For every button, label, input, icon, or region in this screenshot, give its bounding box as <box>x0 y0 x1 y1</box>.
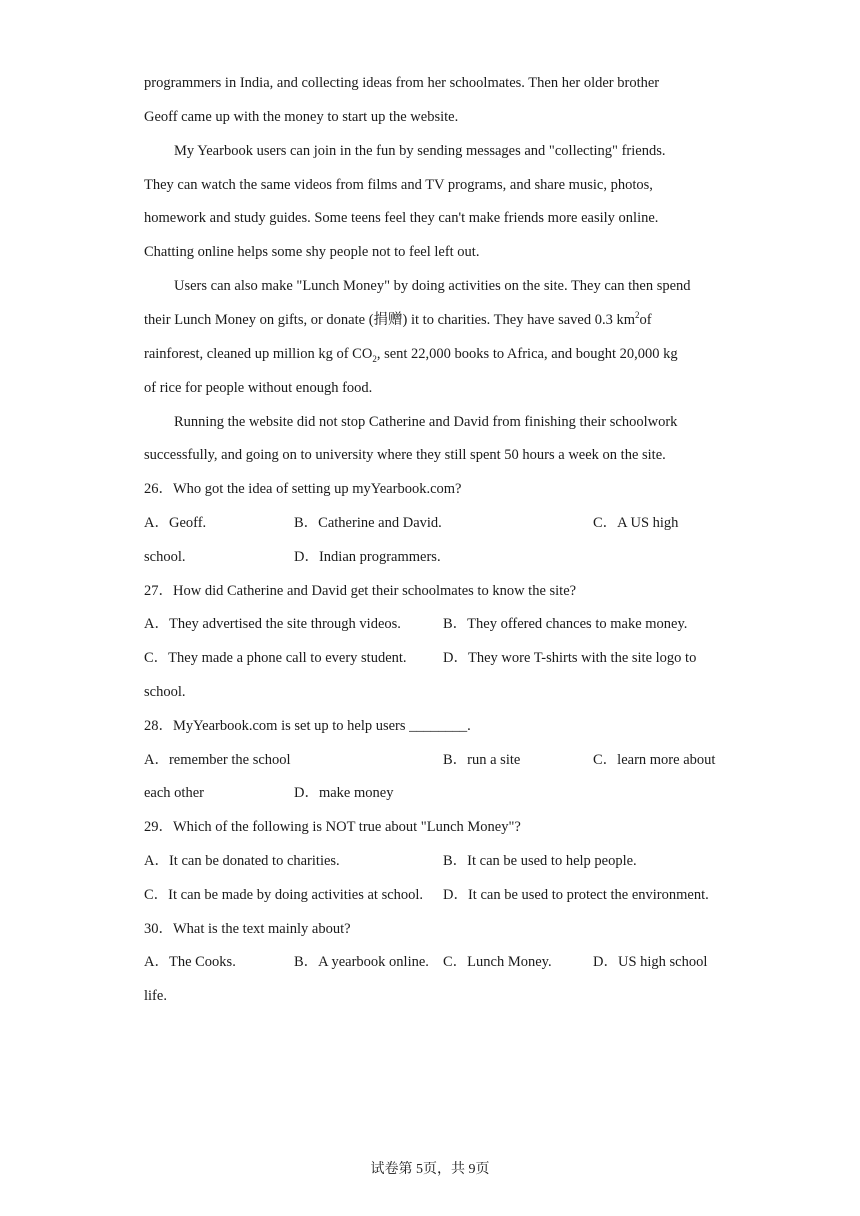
passage-line: homework and study guides. Some teens feel they can't make friends more easily online. <box>144 210 659 226</box>
option-c: C．Lunch Money. <box>443 954 552 970</box>
option-b: B．run a site <box>443 752 521 768</box>
option-a: A．The Cooks. <box>144 954 236 970</box>
option-b: B．A yearbook online. <box>294 954 429 970</box>
passage-line: Chatting online helps some shy people not to feel left out. <box>144 244 480 260</box>
option-d: D．Indian programmers. <box>294 549 441 565</box>
option-d: D．make money <box>294 785 394 801</box>
passage-line: programmers in India, and collecting ideas from her schoolmates. Then her older brother <box>144 75 660 91</box>
option-d-continued: school. <box>144 684 186 700</box>
option-d-continued: life. <box>144 988 167 1004</box>
passage-text: rainforest, cleaned up million kg of CO <box>144 346 373 362</box>
question-stem: 28．MyYearbook.com is set up to help users ________. <box>144 718 471 734</box>
passage-line: Geoff came up with the money to start up the website. <box>144 109 459 125</box>
option-b: B．It can be used to help people. <box>443 853 637 869</box>
subscript: 2 <box>372 353 377 364</box>
option-b: B．They offered chances to make money. <box>443 616 688 632</box>
question-stem: 26．Who got the idea of setting up myYearbook.com? <box>144 481 462 497</box>
superscript: 2 <box>635 310 640 321</box>
passage-line: Users can also make "Lunch Money" by doing activities on the site. They can then spend <box>174 278 691 294</box>
option-d: D．It can be used to protect the environment. <box>443 887 709 903</box>
option-b: B．Catherine and David. <box>294 515 442 531</box>
passage-line: My Yearbook users can join in the fun by sending messages and "collecting" friends. <box>174 143 666 159</box>
option-d: D．They wore T-shirts with the site logo to <box>443 650 697 666</box>
question-stem: 29．Which of the following is NOT true about "Lunch Money"? <box>144 819 521 835</box>
option-c: C．They made a phone call to every student. <box>144 650 407 666</box>
option-a: A．remember the school <box>144 752 291 768</box>
option-c: C．It can be made by doing activities at school. <box>144 887 424 903</box>
option-c-continued: each other <box>144 785 204 801</box>
passage-line <box>144 344 678 364</box>
option-a: A．Geoff. <box>144 515 207 531</box>
passage-text: of <box>639 312 652 328</box>
passage-line <box>144 310 652 330</box>
page-footer: 试卷第 5页，共 9页 <box>370 1162 490 1177</box>
passage-text: their Lunch Money on gifts, or donate (捐赠) it to charities. They have saved 0.3 km <box>144 312 636 328</box>
passage-line: of rice for people without enough food. <box>144 380 373 396</box>
passage-line: successfully, and going on to university where they still spent 50 hours a week on the site. <box>144 447 666 463</box>
passage-line: They can watch the same videos from films and TV programs, and share music, photos, <box>144 177 653 193</box>
option-c: C．learn more about <box>593 752 716 768</box>
question-stem: 27．How did Catherine and David get their schoolmates to know the site? <box>144 583 577 599</box>
option-c: C．A US high <box>593 515 679 531</box>
passage-text: , sent 22,000 books to Africa, and bought 20,000 kg <box>376 346 678 362</box>
option-d: D．US high school <box>593 954 708 970</box>
passage-line: Running the website did not stop Catherine and David from finishing their schoolwork <box>174 414 678 430</box>
option-a: A．It can be donated to charities. <box>144 853 340 869</box>
option-a: A．They advertised the site through videos. <box>144 616 401 632</box>
question-stem: 30．What is the text mainly about? <box>144 921 351 937</box>
option-c-continued: school. <box>144 549 186 565</box>
